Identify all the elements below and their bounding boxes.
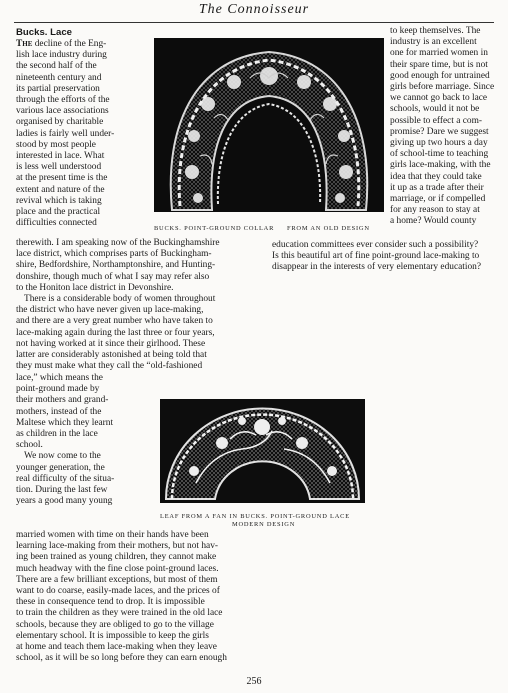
text-line: to keep themselves. The <box>390 26 481 36</box>
text-line: possible to effect a com- <box>390 115 482 126</box>
text-line: lace district, which comprises parts of Buckingham- <box>16 249 212 260</box>
text-line: giving up two hours a day <box>390 138 488 149</box>
text-line: for any reason to stay at <box>390 205 480 216</box>
column-right-top <box>390 26 498 228</box>
text-line: latter are considerably astonished at being told that <box>16 350 207 361</box>
text-line: lace,” which means the <box>16 373 103 383</box>
text-line: schools, because they are obliged to go to the village <box>16 619 214 630</box>
text-line: of school-time to teaching <box>390 149 489 160</box>
text-line: Is this beautiful art of fine point-ground lace-making to <box>272 251 480 262</box>
text-line: schools, would it not be <box>390 104 480 115</box>
text-line: point-ground made by <box>16 384 100 395</box>
collar-caption-left: BUCKS. POINT-GROUND COLLAR <box>154 225 275 232</box>
middle-right-text <box>272 240 502 274</box>
collar-caption-right: FROM AN OLD DESIGN <box>287 225 370 232</box>
text-line: extent and nature of the <box>16 184 105 195</box>
middle-left-text <box>16 238 266 372</box>
text-line: The decline of the Eng- <box>16 39 107 49</box>
text-line: ing been trained as young children, they cannot make <box>16 552 217 563</box>
text-line: idea that they could take <box>390 171 482 182</box>
text-line: younger generation, the <box>16 462 105 473</box>
text-line: promise? Dare we suggest <box>390 126 489 137</box>
text-line: shire, Bedfordshire, Northamptonshire, and Hunting- <box>16 260 216 271</box>
text-line: it up as a trade after their <box>390 182 484 193</box>
text-line: There is a considerable body of women throughout <box>24 294 216 305</box>
text-line: stood by most people <box>16 139 96 150</box>
text-line: they must make what they call the “old-fashioned <box>16 361 203 372</box>
text-line: therewith. I am speaking now of the Buckinghamshire <box>16 238 220 248</box>
text-line: to train the children as they were trained in the old lace <box>16 608 223 619</box>
text-line: not having worked at it since their girlhood. These <box>16 338 206 349</box>
bottom-text <box>16 530 264 664</box>
text-line: revival which is taking <box>16 195 102 206</box>
text-line: disappear in the interests of very elementary education? <box>272 262 482 273</box>
text-line: years a good many young <box>16 496 113 507</box>
text-line: difficulties connected <box>16 218 97 229</box>
text-line: interested in lace. What <box>16 151 105 162</box>
text-line: as children in the lace <box>16 429 98 440</box>
fan-caption-line2: MODERN DESIGN <box>232 521 296 528</box>
text-line: donshire, though much of what I say may refer also <box>16 271 210 282</box>
text-line: industry is an excellent <box>390 37 477 48</box>
text-line: we cannot go back to lace <box>390 93 488 104</box>
text-line: nineteenth century and <box>16 72 102 83</box>
text-line: girls before marriage. Since <box>390 82 495 93</box>
text-line: at home and teach them lace-making when they leave <box>16 642 217 653</box>
narrow-left-text <box>16 373 154 507</box>
text-line: its partial preservation <box>16 83 100 94</box>
text-line: elementary school. It is impossible to keep the girls <box>16 630 209 641</box>
text-line: education committees ever consider such a possibility? <box>272 240 479 250</box>
page-number: 256 <box>246 676 262 687</box>
text-line: is less well understood <box>16 162 102 173</box>
text-line: There are a few brilliant exceptions, but most of them <box>16 574 218 585</box>
header-rule <box>14 22 494 23</box>
text-line: one for married women in <box>390 48 488 59</box>
column-left-top <box>16 39 150 229</box>
fan-lace-image <box>160 399 365 503</box>
running-header: The Connoisseur <box>198 2 310 17</box>
text-line: lace-making again during the last three or four years, <box>16 327 215 338</box>
text-line: ladies is fairly well under- <box>16 128 115 139</box>
text-line: girls lace-making, with the <box>390 160 491 171</box>
text-line: to the Honiton lace district in Devonshire. <box>16 282 174 293</box>
text-line: school. <box>16 440 43 451</box>
text-line: much headway with the fine close point-ground laces. <box>16 563 219 574</box>
fan-caption-line1: LEAF FROM A FAN IN BUCKS. POINT-GROUND LACE <box>160 513 350 520</box>
text-line: lish lace industry during <box>16 50 107 61</box>
text-line: at the present time is the <box>16 173 108 184</box>
text-line: mothers, instead of the <box>16 406 102 417</box>
text-line: and there are a very great number who have taken to <box>16 316 213 327</box>
text-line: the second half of the <box>16 61 97 72</box>
text-line: their spare time, but is not <box>390 59 488 70</box>
text-line: We now come to the <box>24 451 101 462</box>
text-line: these in consequence tend to drop. It is impossible <box>16 597 205 608</box>
text-line: Maltese which they learnt <box>16 417 114 428</box>
collar-lace-image <box>154 38 384 212</box>
text-line: tion. During the last few <box>16 485 108 496</box>
text-line: good enough for untrained <box>390 70 490 81</box>
text-line: through the efforts of the <box>16 95 110 106</box>
drop-word: The <box>16 39 33 49</box>
text-line: school, as it will be so long before they can earn enough <box>16 653 227 664</box>
text-line: learning lace-making from their mothers, but not hav- <box>16 541 219 552</box>
text-line: married women with time on their hands have been <box>16 530 209 540</box>
text-line: the district who have never given up lace-making, <box>16 305 204 316</box>
text-line: real difficulty of the situa- <box>16 473 115 484</box>
text-line: want to do coarse, easily-made laces, and the prices of <box>16 586 220 597</box>
text-line: place and the practical <box>16 207 101 218</box>
text-line: their mothers and grand- <box>16 395 109 406</box>
text-line: a home? Would county <box>390 216 477 227</box>
text-line: various lace associations <box>16 106 109 117</box>
text-line: organised by charitable <box>16 117 104 128</box>
text-line: marriage, or if compelled <box>390 194 486 205</box>
section-title: Bucks. Lace <box>16 27 72 38</box>
